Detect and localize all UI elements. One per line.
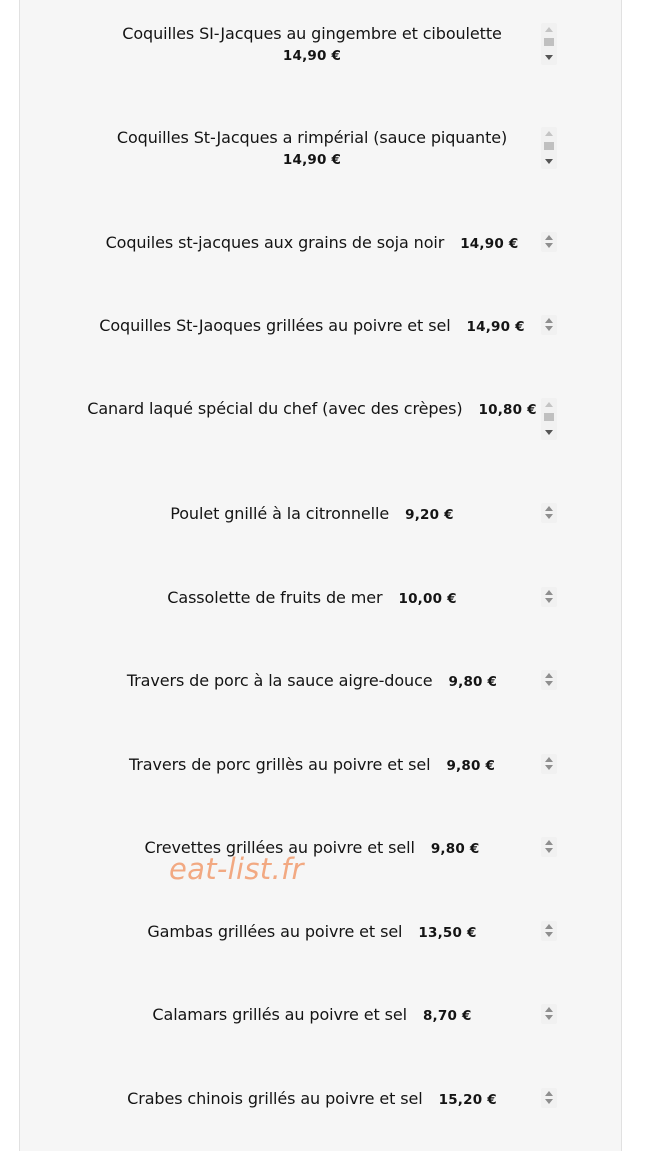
arrow-down-icon[interactable] [545, 55, 553, 60]
dish-price: 14,90 € [282, 152, 342, 168]
arrow-down-icon[interactable] [545, 514, 553, 519]
menu-item-text [70, 587, 554, 610]
arrow-up-icon[interactable] [545, 235, 553, 240]
arrow-down-icon[interactable] [545, 1015, 553, 1020]
dish-price: 9,80 € [446, 758, 496, 774]
menu-item-text [70, 837, 554, 860]
watermark: eat-list.fr [169, 852, 304, 886]
menu-item-text [70, 670, 554, 693]
arrow-down-icon[interactable] [545, 681, 553, 686]
quantity-stepper[interactable] [541, 921, 557, 941]
dish-name: Calamars grillés au poivre et sel [152, 1005, 407, 1024]
arrow-down-icon[interactable] [545, 243, 553, 248]
arrow-up-icon[interactable] [545, 840, 553, 845]
dish-name: Cassolette de fruits de mer [167, 588, 383, 607]
arrow-down-icon[interactable] [545, 765, 553, 770]
dish-name: Gambas grillées au poivre et sel [147, 922, 403, 941]
dish-price: 14,90 € [460, 236, 519, 252]
dish-price: 15,20 € [438, 1092, 497, 1108]
dish-name: Crabes chinois grillés au poivre et sel [127, 1089, 423, 1108]
scroll-thumb[interactable] [544, 413, 554, 421]
menu-item-text [70, 127, 554, 171]
arrow-up-icon[interactable] [545, 673, 553, 678]
quantity-stepper[interactable] [541, 315, 557, 335]
arrow-down-icon[interactable] [545, 430, 553, 435]
quantity-stepper[interactable] [541, 587, 557, 607]
arrow-down-icon[interactable] [545, 932, 553, 937]
dish-name: Canard laqué spécial du chef (avec des crèpes) [87, 399, 463, 418]
arrow-down-icon[interactable] [545, 1099, 553, 1104]
quantity-stepper[interactable] [541, 670, 557, 690]
arrow-down-icon[interactable] [545, 326, 553, 331]
menu-item-text [70, 1088, 554, 1111]
dish-price: 9,20 € [405, 507, 454, 523]
scroll-thumb[interactable] [544, 38, 554, 46]
menu-item-text [70, 754, 554, 777]
arrow-down-icon[interactable] [545, 598, 553, 603]
arrow-up-icon[interactable] [545, 1091, 553, 1096]
menu-item-text [70, 23, 554, 67]
menu-item-text [70, 315, 554, 338]
menu-item-text [70, 398, 554, 421]
dish-name: Coquilles St-Jacques a rimpérial (sauce piquante) [116, 128, 508, 147]
arrow-up-icon[interactable] [545, 590, 553, 595]
dish-price: 14,90 € [282, 48, 342, 64]
arrow-up-icon[interactable] [545, 757, 553, 762]
menu-panel [19, 0, 622, 1151]
quantity-stepper[interactable] [541, 754, 557, 774]
quantity-stepper[interactable] [541, 232, 557, 252]
arrow-up-icon[interactable] [545, 131, 553, 136]
dish-price: 8,70 € [422, 1008, 472, 1024]
dish-price: 13,50 € [418, 925, 477, 941]
dish-price: 9,80 € [430, 841, 480, 857]
scroll-stepper[interactable] [541, 23, 557, 65]
quantity-stepper[interactable] [541, 1088, 557, 1108]
dish-name: Travers de porc grillès au poivre et sel [128, 755, 431, 774]
quantity-stepper[interactable] [541, 503, 557, 523]
dish-name: Coquilles St-Jaoques grillées au poivre et sel [99, 316, 451, 335]
dish-price: 14,90 € [466, 319, 525, 335]
dish-price: 10,00 € [398, 591, 457, 607]
arrow-up-icon[interactable] [545, 924, 553, 929]
dish-name: Poulet gnillé à la citronnelle [170, 504, 390, 523]
arrow-up-icon[interactable] [545, 506, 553, 511]
dish-name: Travers de porc à la sauce aigre-douce [126, 671, 433, 690]
arrow-up-icon[interactable] [545, 318, 553, 323]
scroll-thumb[interactable] [544, 142, 554, 150]
menu-item-text [70, 921, 554, 944]
menu-item-text [70, 232, 554, 255]
dish-price: 9,80 € [448, 674, 498, 690]
arrow-down-icon[interactable] [545, 159, 553, 164]
scroll-stepper[interactable] [541, 398, 557, 440]
dish-name: Coquiles st-jacques aux grains de soja noir [105, 233, 445, 252]
arrow-down-icon[interactable] [545, 848, 553, 853]
arrow-up-icon[interactable] [545, 402, 553, 407]
menu-item-text [70, 503, 554, 526]
dish-name: Crevettes grillées au poivre et sell [144, 838, 415, 857]
dish-name: Coquilles SI-Jacques au gingembre et ciboulette [122, 24, 502, 43]
scroll-stepper[interactable] [541, 127, 557, 169]
arrow-up-icon[interactable] [545, 27, 553, 32]
dish-price: 10,80 € [478, 402, 537, 418]
menu-item-text [70, 1004, 554, 1027]
arrow-up-icon[interactable] [545, 1007, 553, 1012]
quantity-stepper[interactable] [541, 1004, 557, 1024]
quantity-stepper[interactable] [541, 837, 557, 857]
